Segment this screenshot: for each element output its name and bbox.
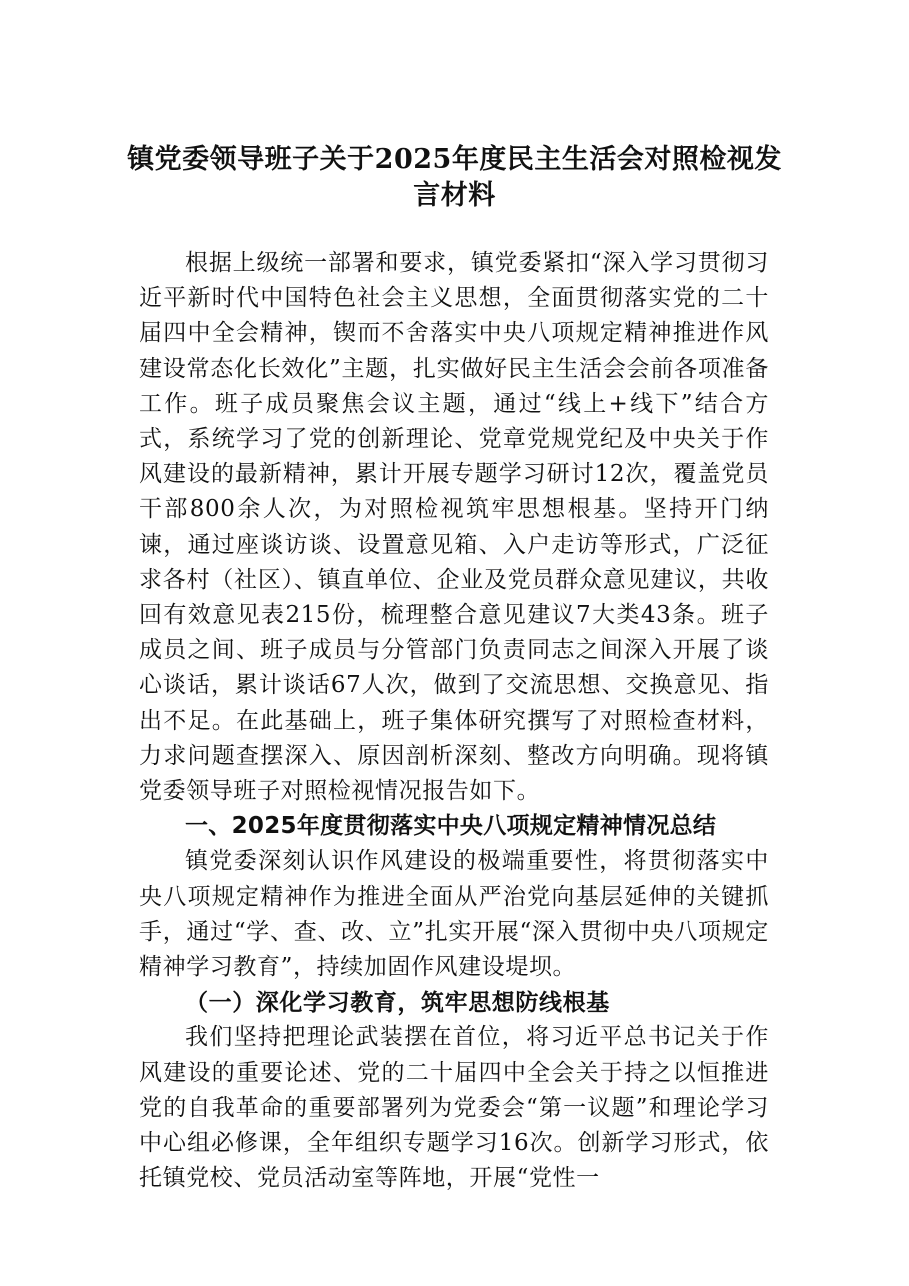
subsection-1-paragraph: 我们坚持把理论武装摆在首位，将习近平总书记关于作风建设的重要论述、党的二十届四中全会关于持之以恒推进党的自我革命的重要部署列为党委会“第一议题”和理论学习中心组必修课，全年组织专题学习16次。创新学习形式，依托镇党校、党员活动室等阵地，开展“党性一 bbox=[139, 1024, 769, 1192]
intro-paragraph: 根据上级统一部署和要求，镇党委紧扣“深入学习贯彻习近平新时代中国特色社会主义思想，全面贯彻落实党的二十届四中全会精神，锲而不舍落实中央八项规定精神推进作风建设常态化长效化”主题，扎实做好民主生活会会前各项准备工作。班子成员聚焦会议主题，通过“线上+线下”结合方式，系统学习了党的创新理论、党章党规党纪及中央关于作风建设的最新精神，累计开展专题学习研讨12次，覆盖党员干部800余人次，为对照检视筑牢思想根基。坚持开门纳谏，通过座谈访谈、设置意见箱、入户走访等形式，广泛征求各村（社区）、镇直单位、企业及党员群众意见建议，共收回有效意见表215份，梳理整合意见建议7大类43条。班子成员之间、班子成员与分管部门负责同志之间深入开展了谈心谈话，累计谈话67人次，做到了交流思想、交换意见、指出不足。在此基础上，班子集体研究撰写了对照检查材料，力求问题查摆深入、原因剖析深刻、整改方向明确。现将镇党委领导班子对照检视情况报告如下。 bbox=[139, 250, 769, 805]
section-1-paragraph: 镇党委深刻认识作风建设的极端重要性，将贯彻落实中央八项规定精神作为推进全面从严治党向基层延伸的关键抓手，通过“学、查、改、立”扎实开展“深入贯彻中央八项规定精神学习教育”，持续加固作风建设堤坝。 bbox=[139, 848, 769, 981]
subsection-1-heading: （一）深化学习教育，筑牢思想防线根基 bbox=[185, 989, 610, 1017]
document-body bbox=[139, 246, 769, 1196]
document-title: 镇党委领导班子关于2025年度民主生活会对照检视发言材料 bbox=[127, 144, 782, 211]
section-1-heading: 一、2025年度贯彻落实中央八项规定精神情况总结 bbox=[185, 813, 717, 840]
